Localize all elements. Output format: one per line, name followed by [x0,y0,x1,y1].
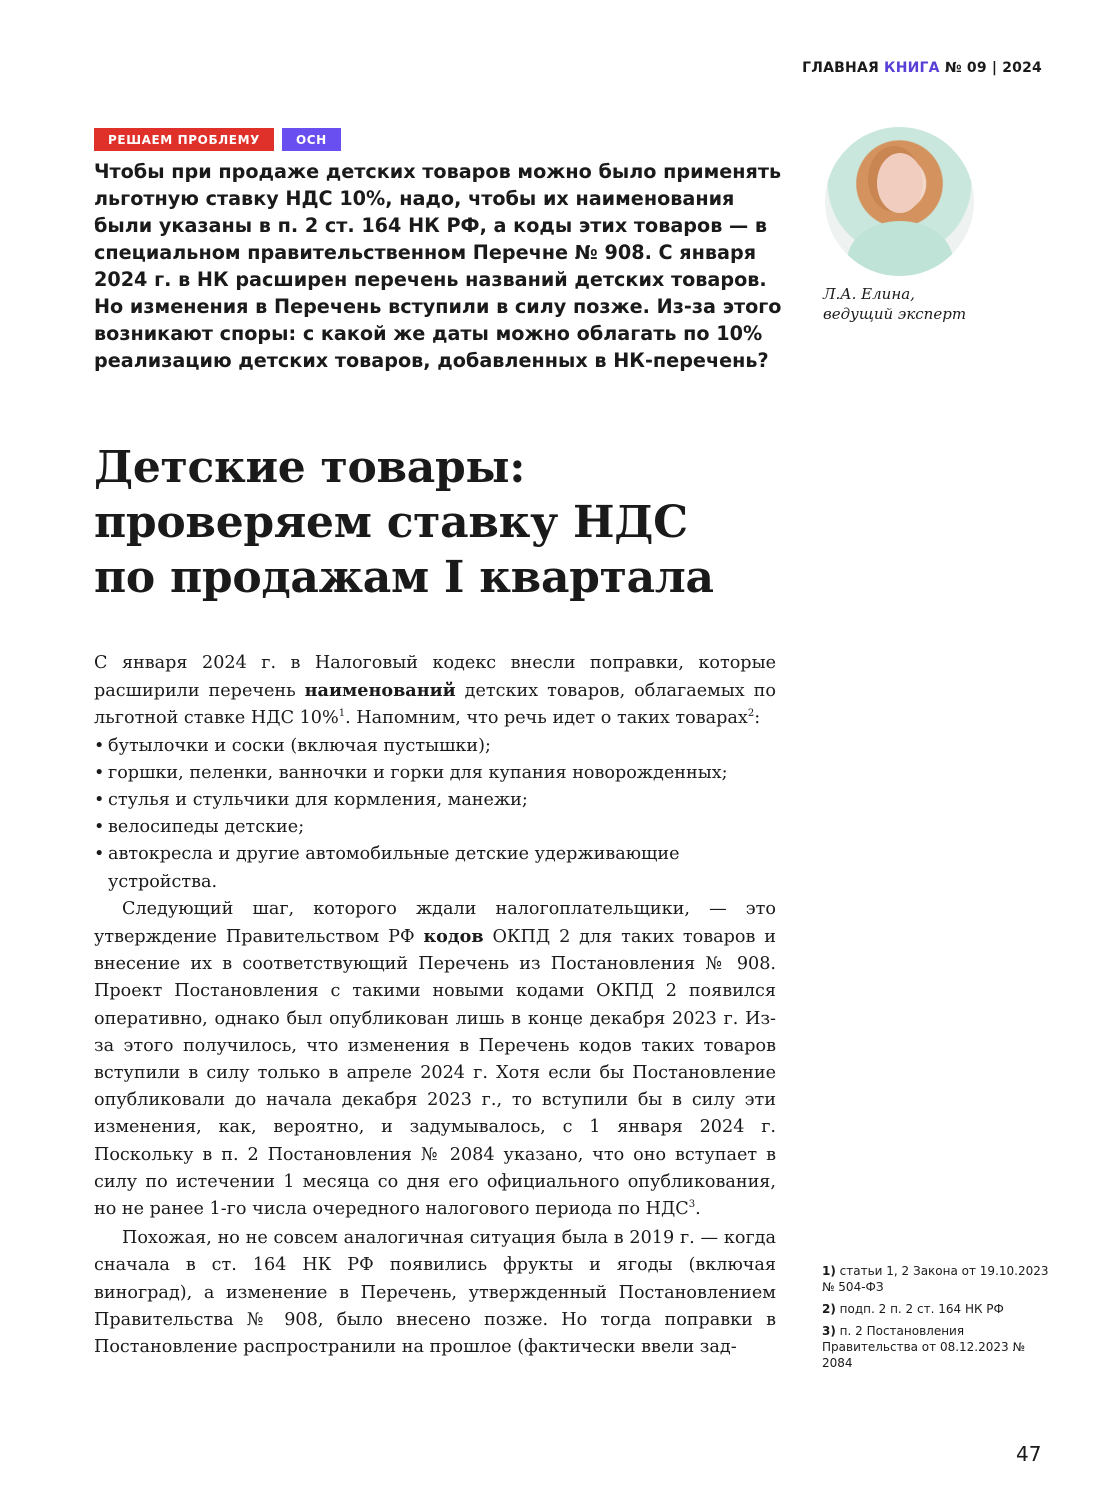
footnote-1: 1) статьи 1, 2 Закона от 19.10.2023 № 504-ФЗ [822,1264,1049,1294]
footnotes [822,1263,1052,1377]
article-tags [94,128,341,151]
headline-line-1: Детские товары: [94,442,526,493]
article-lead: Чтобы при продаже детских товаров можно было применять льготную ставку НДС 10%, надо, чтобы их наименования были указаны в п. 2 ст. 164 НК РФ, а коды этих товаров — в специальном правительственном Перечне № 908. С января 2024 г. в НК расширен перечень названий детских товаров. Но изменения в Перечень вступили в силу позже. Из-за этого возникают споры: с какой же даты можно облагать по 10% реализацию детских товаров, добавленных в НК-перечень? [94,160,782,372]
list-item: • автокресла и другие автомобильные детские удерживающие устройства. [94,841,776,895]
bold-term-names: наименований [304,680,456,702]
paragraph-3: Похожая, но не совсем аналогичная ситуация была в 2019 г. — когда сначала в ст. 164 НК РФ появились фрукты и ягоды (включая виноград), а изменение в Перечень, утвержденный Постановлением Правительства № 908, было внесено позже. Но тогда поправки в Постановление распространили на прошлое (фактически ввели зад- [94,1228,776,1358]
article-body [94,650,776,1361]
footnote-ref-1: 1 [338,708,346,720]
article-headline [94,440,814,605]
author-name: Л.А. Елина, [823,285,915,303]
paragraph-1: С января 2024 г. в Налоговый кодекс внесли поправки, которые расширили перечень наименований детских товаров, облагаемых по льготной ставке НДС 10%$^1$. Напомним, что речь идет о таких товарах$^2$: [94,653,776,729]
author-caption [823,284,966,324]
masthead [802,60,1042,76]
footnote-2: 2) подп. 2 п. 2 ст. 164 НК РФ [822,1302,1004,1316]
page-number: 47 [1016,1442,1042,1466]
headline-line-2: проверяем ставку НДС [94,497,688,548]
footnote-ref-3: 3 [688,1199,696,1211]
headline-line-3: по продажам I квартала [94,552,714,603]
masthead-title-part2: КНИГА [884,60,940,76]
list-item: • стулья и стульчики для кормления, манежи; [94,787,776,814]
footnote-3: 3) п. 2 Постановления Правительства от 08.12.2023 № 2084 [822,1324,1025,1370]
list-item: • велосипеды детские; [94,814,776,841]
masthead-title-part1: ГЛАВНАЯ [802,60,879,76]
tag-regime: ОСН [282,128,341,151]
list-item: • бутылочки и соски (включая пустышки); [94,733,776,760]
author-photo [825,127,974,276]
goods-list [94,733,776,896]
paragraph-2: Следующий шаг, которого ждали налогоплательщики, — это утверждение Правительством РФ кодов ОКПД 2 для таких товаров и внесение их в соответствующий Перечень из Постановления № 908. Проект Постановления с такими новыми кодами ОКПД 2 появился оперативно, однако был опубликован лишь в конце декабря 2023 г. Из-за этого получилось, что изменения в Перечень кодов таких товаров вступили в силу только в апреле 2024 г. Хотя если бы Постановление опубликовали до начала декабря 2023 г., то вступили бы в силу эти изменения, как, вероятно, и задумывалось, с 1 января 2024 г. Поскольку в п. 2 Постановления № 2084 указано, что оно вступает в силу по истечении 1 месяца со дня его официального опубликования, но не ранее 1-го числа очередного налогового периода по НДС$^3$. [94,898,776,1220]
masthead-issue: № 09 | 2024 [944,60,1042,76]
bold-term-codes: кодов [423,926,484,948]
author-role: ведущий эксперт [823,305,967,323]
footnote-ref-2: 2 [747,708,755,720]
tag-topic: РЕШАЕМ ПРОБЛЕМУ [94,128,274,151]
list-item: • горшки, пеленки, ванночки и горки для купания новорожденных; [94,760,776,787]
